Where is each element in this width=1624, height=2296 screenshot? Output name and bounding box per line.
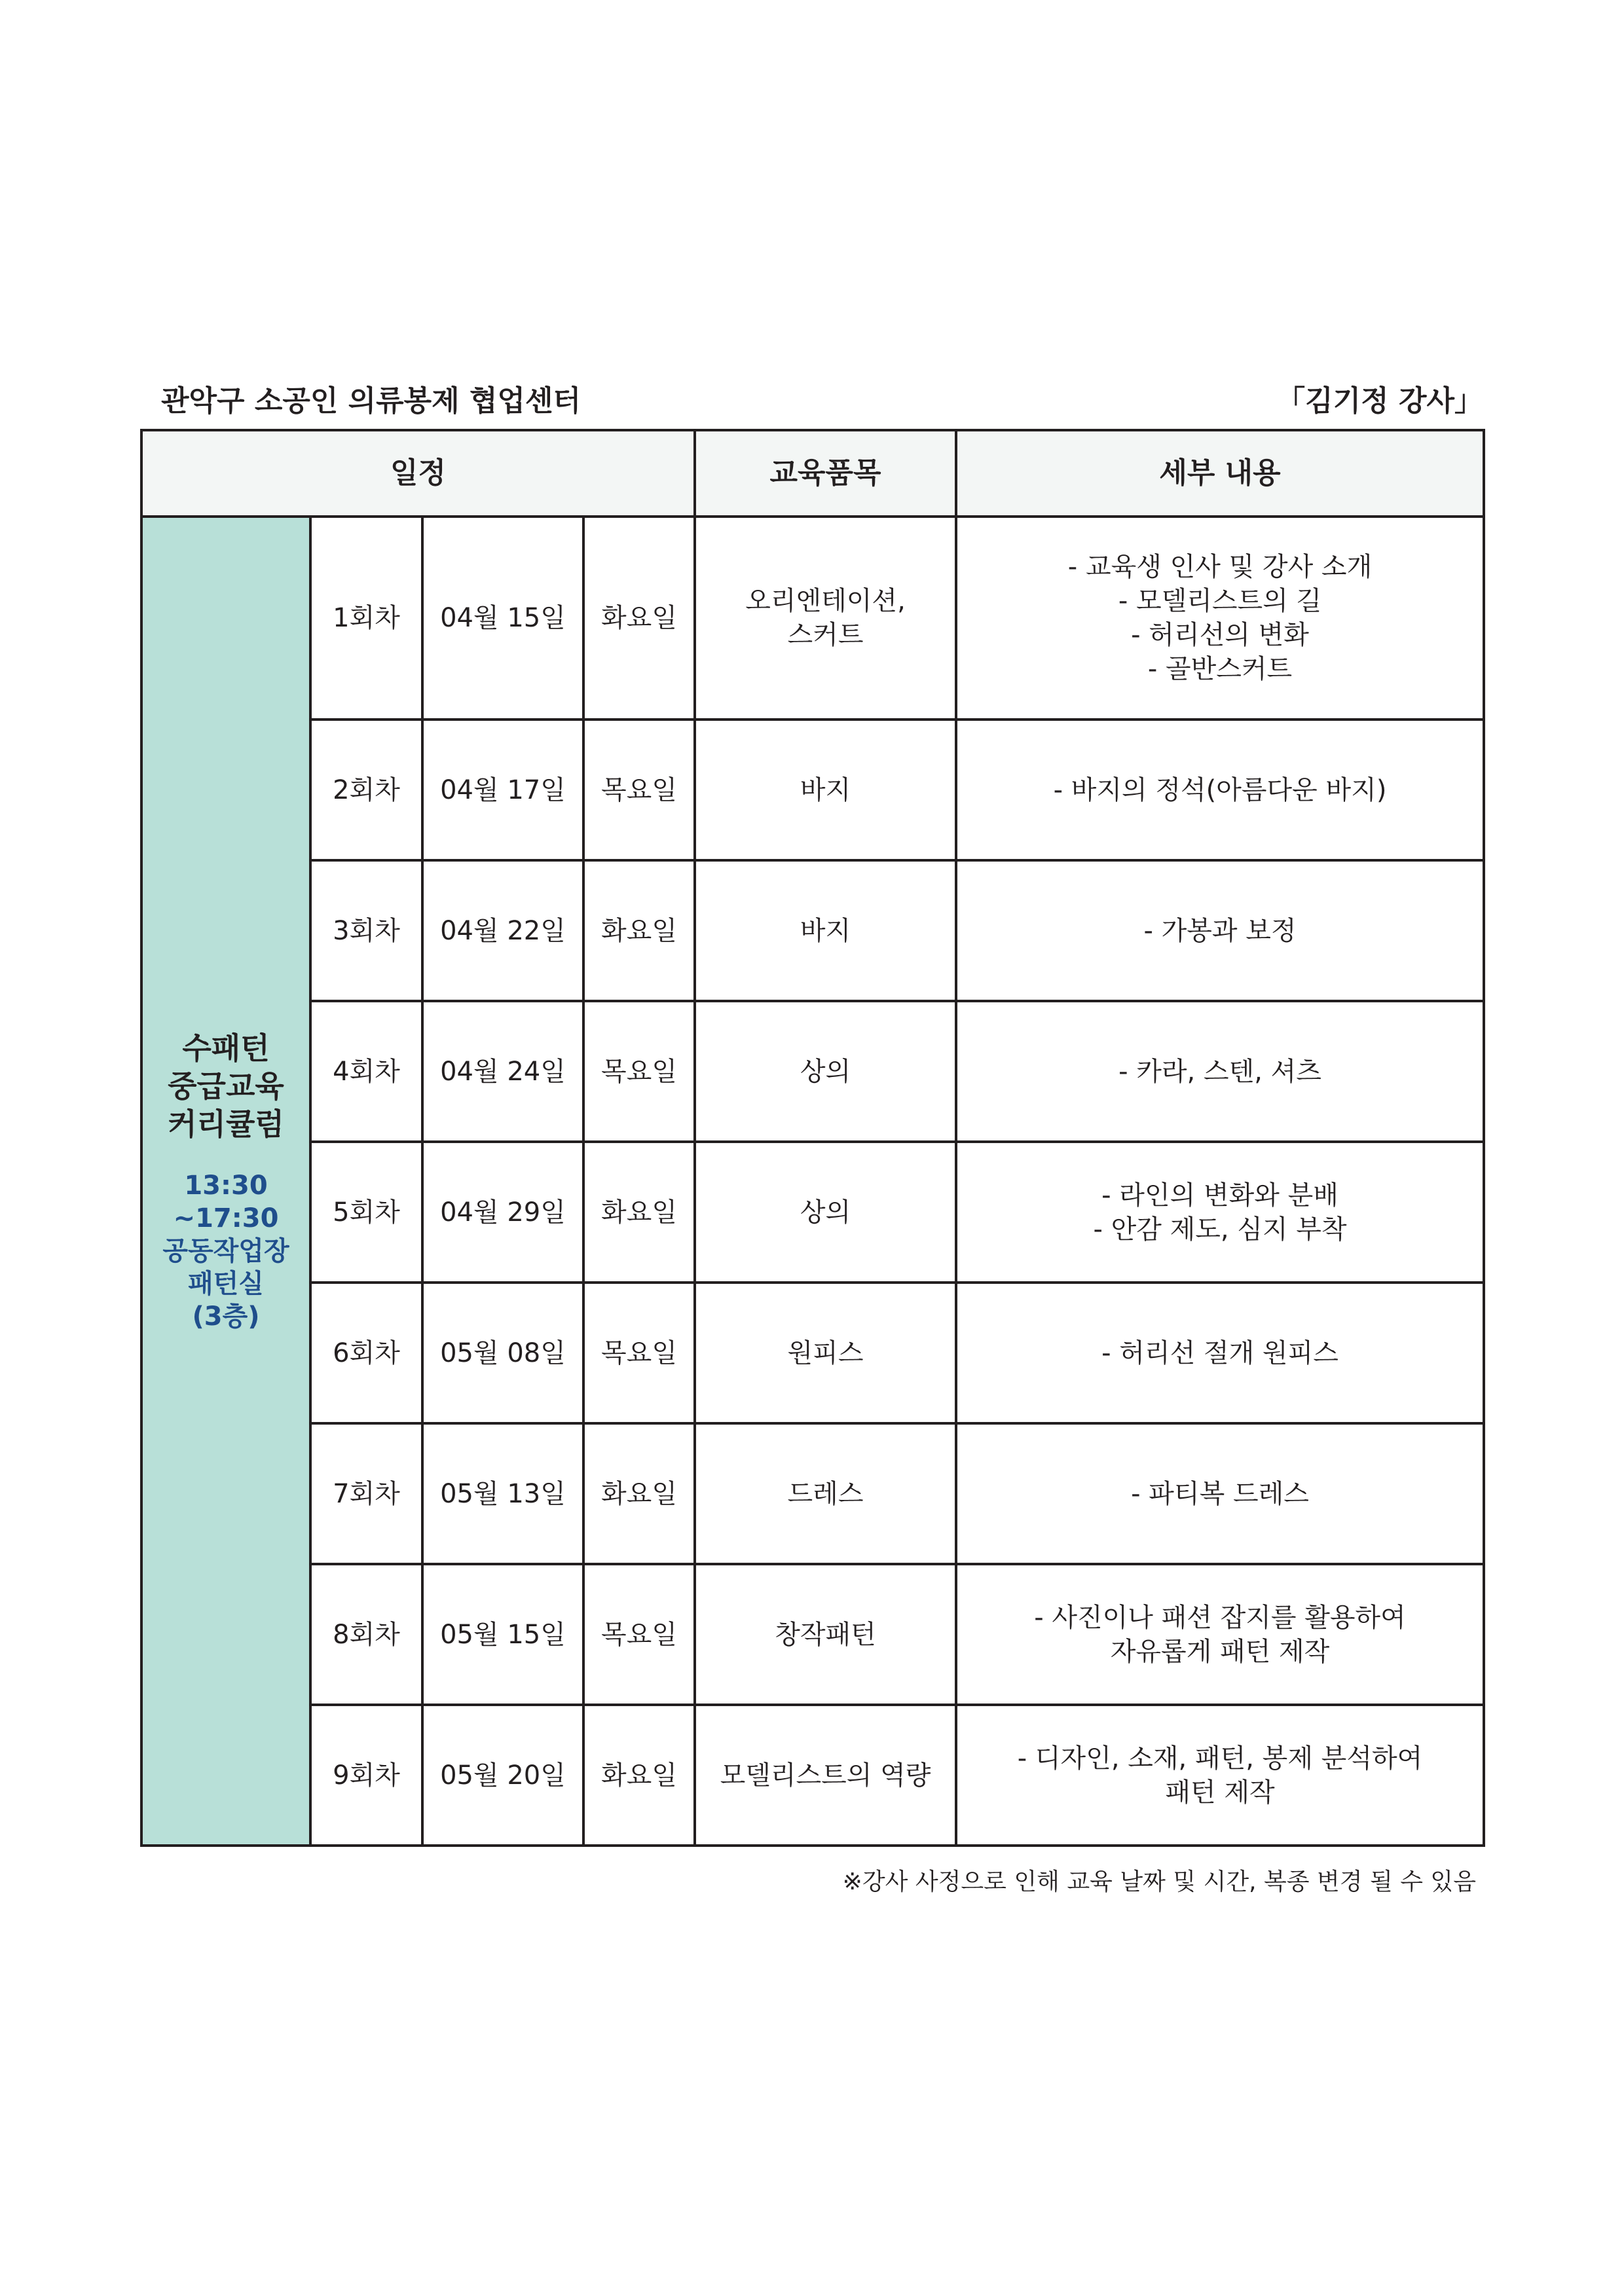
session-cell: 7회차 — [310, 1423, 422, 1564]
date-cell: 05월 08일 — [422, 1283, 583, 1423]
weekday-cell: 목요일 — [583, 1001, 695, 1142]
date-cell: 05월 20일 — [422, 1705, 583, 1846]
details-cell: - 교육생 인사 및 강사 소개 - 모델리스트의 길 - 허리선의 변화 - 골반스커트 — [956, 517, 1484, 720]
details-cell: - 허리선 절개 원피스 — [956, 1283, 1484, 1423]
table-row — [141, 1283, 1484, 1423]
table-row — [141, 1001, 1484, 1142]
details-cell: - 가봉과 보정 — [956, 860, 1484, 1001]
details-cell: - 사진이나 패션 잡지를 활용하여 자유롭게 패턴 제작 — [956, 1564, 1484, 1705]
weekday-cell: 화요일 — [583, 860, 695, 1001]
date-cell: 04월 17일 — [422, 720, 583, 860]
table-header-row — [141, 430, 1484, 517]
details-cell: - 디자인, 소재, 패턴, 봉제 분석하여 패턴 제작 — [956, 1705, 1484, 1846]
item-cell: 바지 — [695, 860, 956, 1001]
session-cell: 4회차 — [310, 1001, 422, 1142]
weekday-cell: 화요일 — [583, 1142, 695, 1283]
weekday-cell: 목요일 — [583, 720, 695, 860]
item-cell: 상의 — [695, 1142, 956, 1283]
session-cell: 9회차 — [310, 1705, 422, 1846]
session-cell: 8회차 — [310, 1564, 422, 1705]
table-body — [141, 517, 1484, 1846]
table-row — [141, 1564, 1484, 1705]
instructor-name: 「김기정 강사」 — [1276, 384, 1483, 418]
details-cell: - 파티복 드레스 — [956, 1423, 1484, 1564]
date-cell: 05월 13일 — [422, 1423, 583, 1564]
item-cell: 모델리스트의 역량 — [695, 1705, 956, 1846]
weekday-cell: 목요일 — [583, 1283, 695, 1423]
session-cell: 2회차 — [310, 720, 422, 860]
session-cell: 1회차 — [310, 517, 422, 720]
organization-title: 관악구 소공인 의류봉제 협업센터 — [161, 384, 581, 418]
date-cell: 05월 15일 — [422, 1564, 583, 1705]
date-cell: 04월 29일 — [422, 1142, 583, 1283]
table-row — [141, 860, 1484, 1001]
item-cell: 바지 — [695, 720, 956, 860]
curriculum-side-panel — [141, 517, 310, 1846]
session-cell: 6회차 — [310, 1283, 422, 1423]
item-cell: 원피스 — [695, 1283, 956, 1423]
weekday-cell: 화요일 — [583, 1705, 695, 1846]
weekday-cell: 화요일 — [583, 517, 695, 720]
item-cell: 오리엔테이션, 스커트 — [695, 517, 956, 720]
date-cell: 04월 22일 — [422, 860, 583, 1001]
date-cell: 04월 15일 — [422, 517, 583, 720]
time-location: 13:30 ~17:30 공동작업장 패턴실 (3층) — [162, 1171, 289, 1332]
column-header-schedule: 일정 — [141, 430, 695, 517]
table-row — [141, 1142, 1484, 1283]
footnote: ※강사 사정으로 인해 교육 날짜 및 시간, 복종 변경 될 수 있음 — [842, 1868, 1476, 1895]
column-header-item: 교육품목 — [695, 430, 956, 517]
weekday-cell: 목요일 — [583, 1564, 695, 1705]
item-cell: 상의 — [695, 1001, 956, 1142]
table-row — [141, 720, 1484, 860]
curriculum-title: 수패턴 중급교육 커리큘럼 — [168, 1030, 284, 1142]
date-cell: 04월 24일 — [422, 1001, 583, 1142]
details-cell: - 라인의 변화와 분배 - 안감 제도, 심지 부착 — [956, 1142, 1484, 1283]
details-cell: - 카라, 스텐, 셔츠 — [956, 1001, 1484, 1142]
session-cell: 3회차 — [310, 860, 422, 1001]
table-row — [141, 517, 1484, 720]
weekday-cell: 화요일 — [583, 1423, 695, 1564]
item-cell: 창작패턴 — [695, 1564, 956, 1705]
details-cell: - 바지의 정석(아름다운 바지) — [956, 720, 1484, 860]
session-cell: 5회차 — [310, 1142, 422, 1283]
table-row — [141, 1423, 1484, 1564]
item-cell: 드레스 — [695, 1423, 956, 1564]
curriculum-table — [140, 429, 1485, 1847]
table-row — [141, 1705, 1484, 1846]
column-header-details: 세부 내용 — [956, 430, 1484, 517]
